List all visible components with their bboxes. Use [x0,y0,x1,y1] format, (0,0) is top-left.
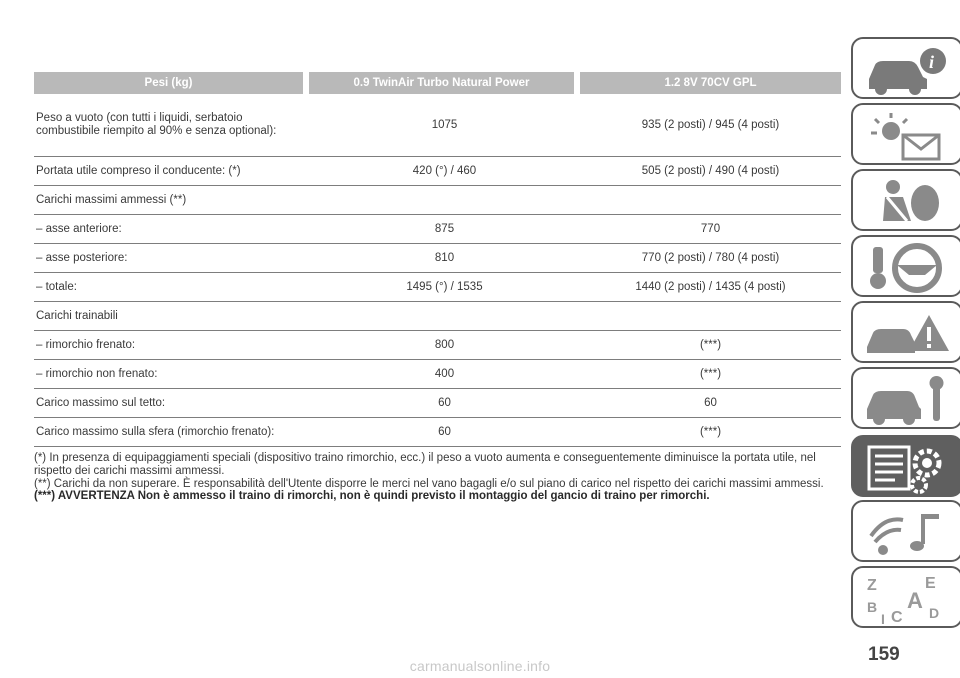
row-value-gpl: 1440 (2 posti) / 1435 (4 posti) [635,280,786,293]
row-label: – totale: [36,280,77,293]
row-value-gpl: 770 [700,222,721,235]
table-row [34,331,841,360]
tab-emergency[interactable] [851,301,960,363]
footnotes [34,452,834,503]
row-label: Peso a vuoto (con tutti i liquidi, serbatoio combustibile riempito al 90% e senza optional): [36,112,277,137]
table-row [34,215,841,244]
row-value-gpl: (***) [699,338,722,351]
table-row [34,273,841,302]
table-row [34,244,841,273]
header-weights: Pesi (kg) [34,72,303,94]
row-value-gpl: (***) [699,367,722,380]
row-value-twinair: 810 [434,251,455,264]
car-crash-warning-icon [863,307,953,361]
header-gpl: 1.2 8V 70CV GPL [580,72,841,94]
svg-text:C: C [891,609,903,626]
row-label: Carichi massimi ammessi (**) [36,193,187,206]
airbag-seatbelt-icon [863,175,953,229]
row-value-twinair: 420 (°) / 460 [412,164,477,177]
header-twinair: 0.9 TwinAir Turbo Natural Power [309,72,574,94]
tab-warning-lights[interactable] [851,103,960,165]
table-row [34,94,841,157]
row-label: – rimorchio frenato: [36,338,136,351]
table-row [34,157,841,186]
svg-text:B: B [867,599,878,615]
page-number: 159 [868,644,900,665]
row-label: – asse anteriore: [36,222,122,235]
row-label: – asse posteriore: [36,251,128,264]
multimedia-music-icon [863,506,953,560]
tab-multimedia[interactable] [851,500,960,562]
table-row [34,186,841,215]
row-value-gpl: 60 [704,396,717,409]
tab-safety[interactable] [851,169,960,231]
row-value-twinair: 875 [434,222,455,235]
row-label: Portata utile compreso il conducente: (*) [36,164,241,177]
warning-lights-envelope-icon [863,109,953,163]
row-value-gpl: (***) [699,425,722,438]
row-value-gpl: 505 (2 posti) / 490 (4 posti) [641,164,780,177]
footnote-towing-warning: (***) AVVERTENZA Non è ammesso il traino di rimorchi, non è quindi previsto il montaggio del gancio di traino per rimorchi. [34,490,710,503]
row-value-twinair: 1075 [431,118,458,131]
footnote-max-loads: (**) Carichi da non superare. È responsabilità dell'Utente disporre le merci nel vano bagagli e/o sul piano di carico nel rispetto dei carichi massimi ammessi. [34,477,824,490]
row-value-twinair: 1495 (°) / 1535 [406,280,483,293]
row-value-twinair: 60 [438,425,451,438]
table-header [34,72,841,94]
row-value-gpl: 935 (2 posti) / 945 (4 posti) [641,118,780,131]
technical-data-gear-icon [863,441,953,495]
row-value-gpl: 770 (2 posti) / 780 (4 posti) [641,251,780,264]
footnote-equipment: (*) In presenza di equipaggiamenti speciali (dispositivo traino rimorchio, ecc.) il peso a vuoto aumenta e conseguentemente diminuisce la portata utile, nel rispetto dei carichi massimi ammessi. [34,452,816,477]
row-label: Carico massimo sul tetto: [36,396,166,409]
car-info-icon [863,43,953,97]
row-value-twinair: 800 [434,338,455,351]
chapter-tabs [851,0,960,678]
tab-car-info[interactable] [851,37,960,99]
row-label: Carichi trainabili [36,309,118,322]
row-value-twinair: 60 [438,396,451,409]
svg-text:E: E [925,575,936,592]
tab-technical-data[interactable] [851,435,960,497]
svg-text:A: A [907,588,923,613]
alphabetical-index-icon [863,572,953,626]
row-label: – rimorchio non frenato: [36,367,158,380]
key-steering-wheel-icon [863,241,953,295]
svg-text:Z: Z [867,577,877,594]
svg-text:i: i [929,52,935,72]
table-row [34,302,841,331]
row-label: Carico massimo sulla sfera (rimorchio frenato): [36,425,275,438]
table-row [34,418,841,447]
watermark: carmanualsonline.info [409,658,551,674]
table-row [34,389,841,418]
tab-starting-driving[interactable] [851,235,960,297]
row-value-twinair: 400 [434,367,455,380]
svg-text:I: I [881,611,885,626]
table-row [34,360,841,389]
car-maintenance-wrench-icon [863,373,953,427]
svg-text:D: D [929,605,940,621]
tab-index[interactable] [851,566,960,628]
tab-maintenance[interactable] [851,367,960,429]
weights-table [34,72,841,447]
